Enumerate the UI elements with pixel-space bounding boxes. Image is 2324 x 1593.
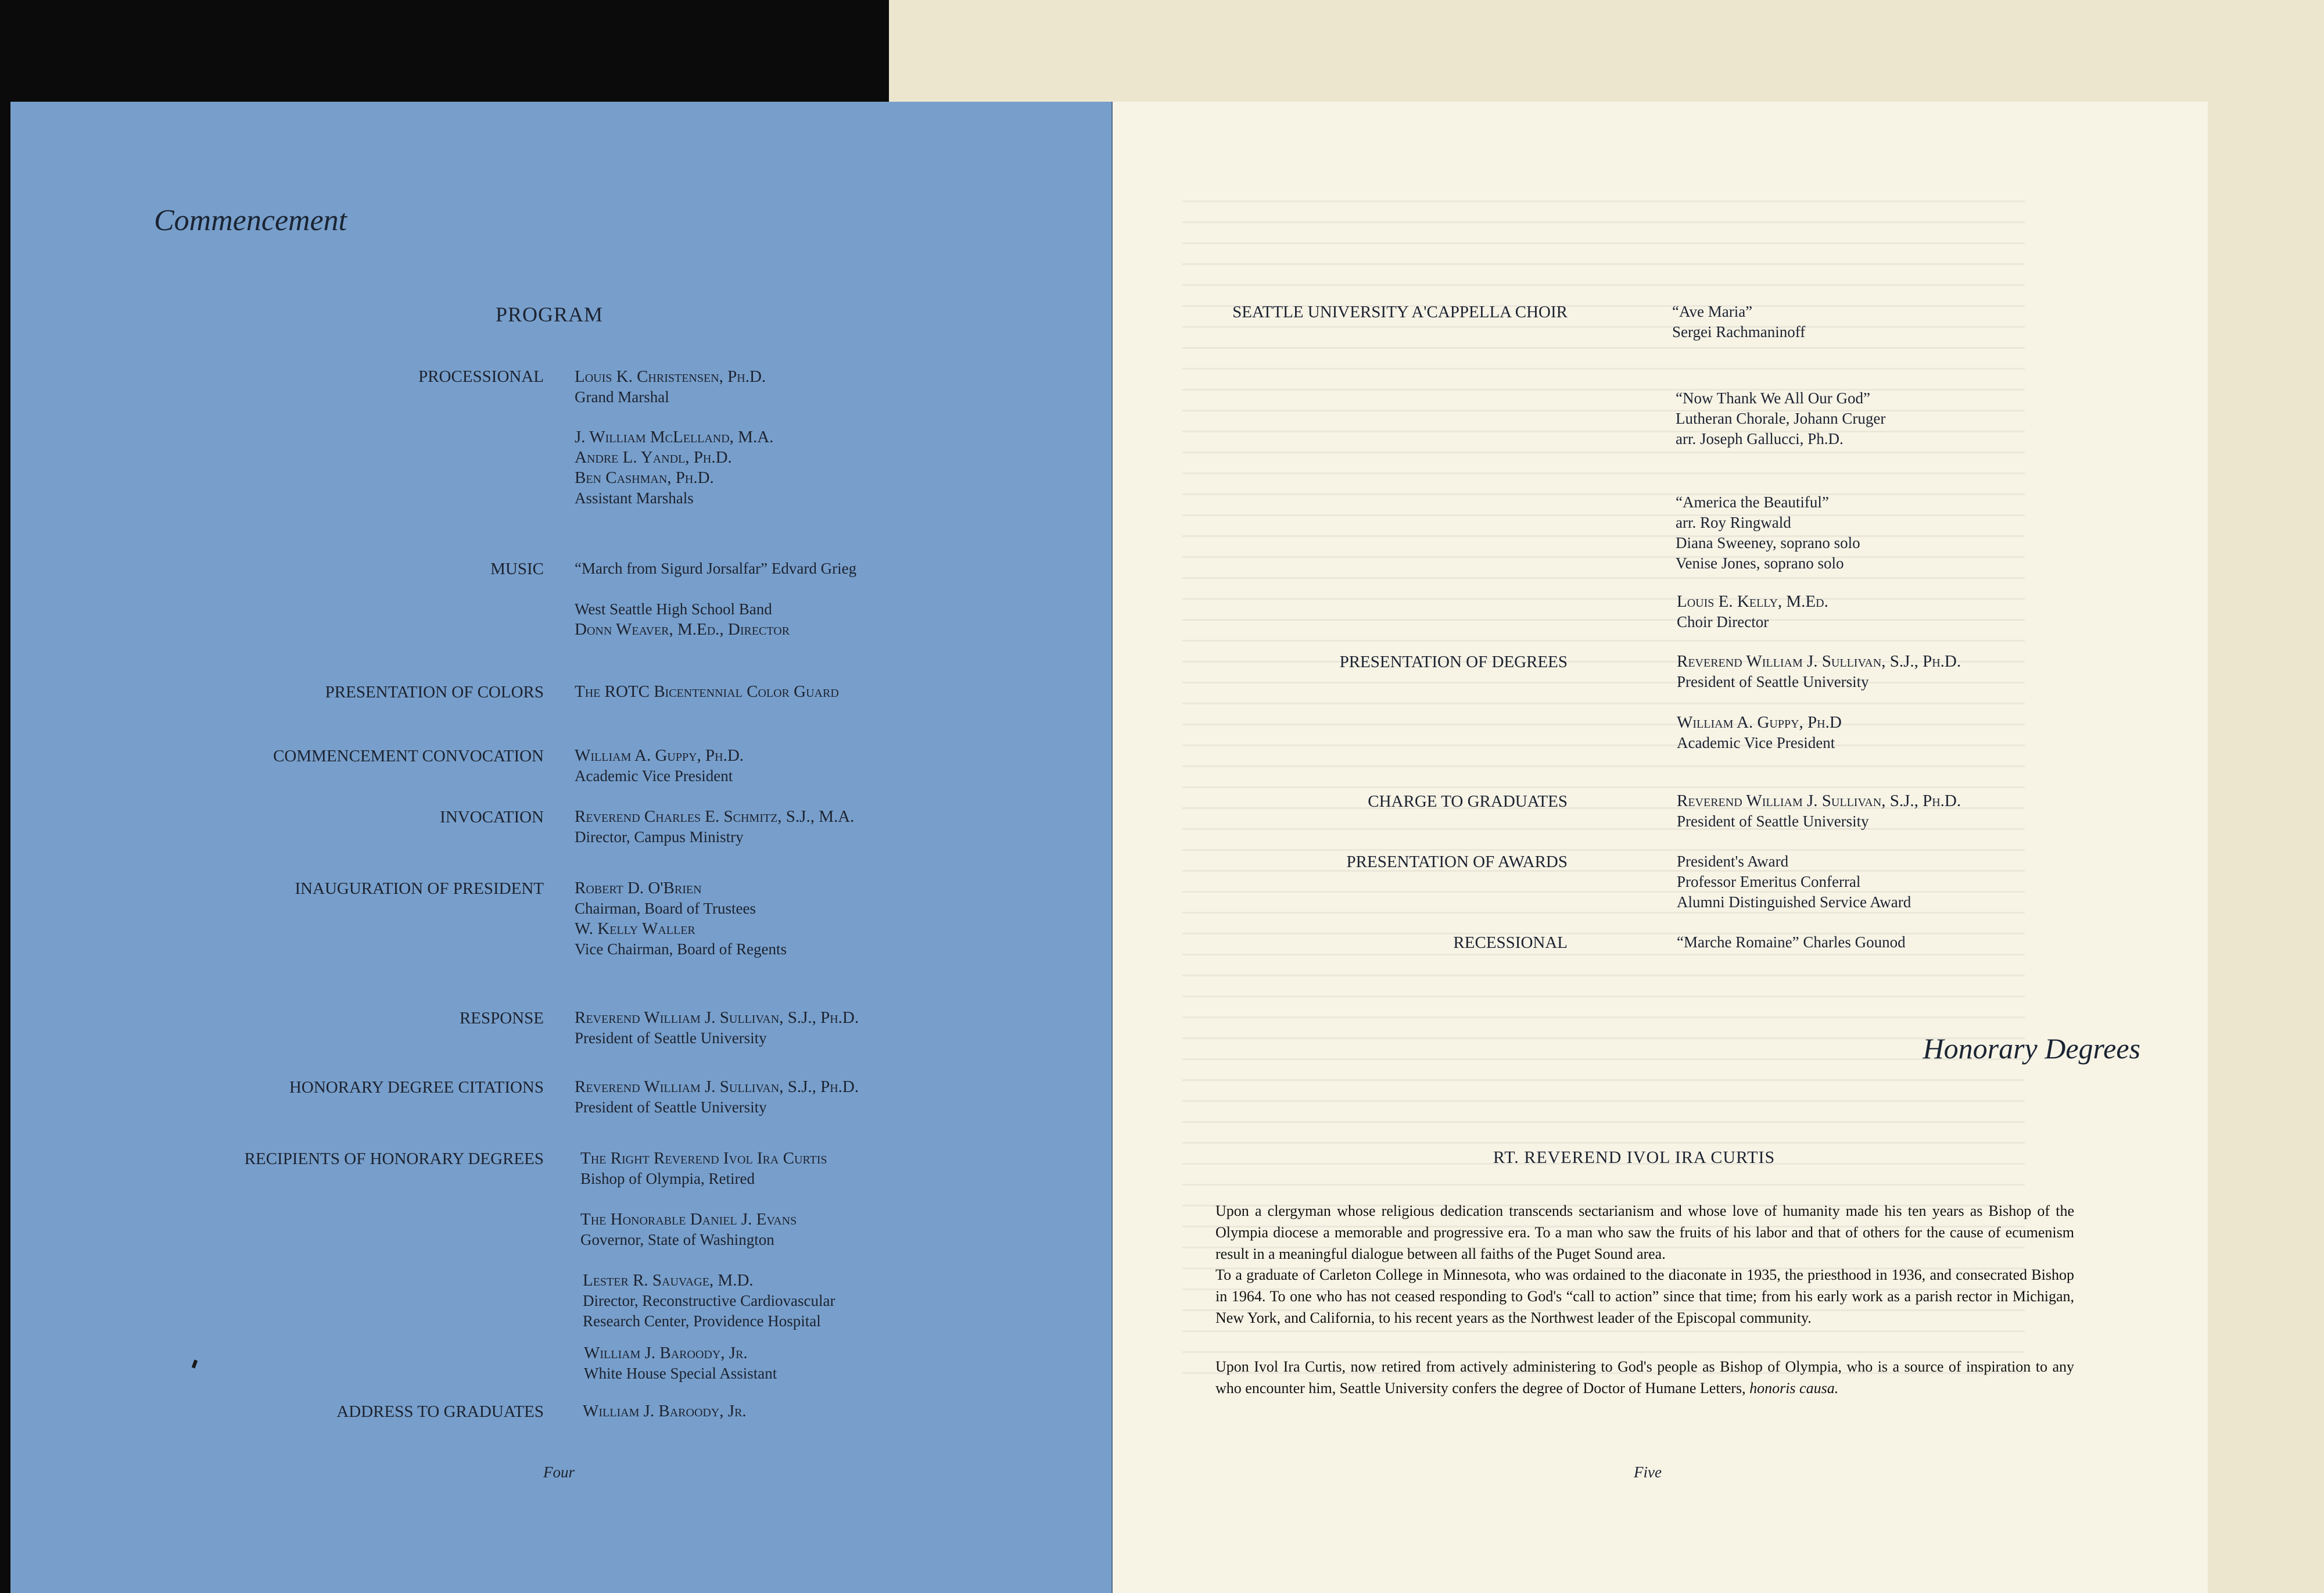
item-label-music: MUSIC — [490, 560, 544, 578]
citation-paragraph-3-text: Upon Ivol Ira Curtis, now retired from actively administering to God's people as Bishop of Olympia, who is a source of inspiration to any who encounter him, Seattle University confers the degree of Doctor of Humane Letters, — [1215, 1358, 2074, 1397]
entry-awards — [1677, 851, 1911, 912]
entry-name: Ben Cashman, Ph.D. — [575, 468, 714, 487]
entry-recessional — [1677, 932, 1906, 953]
item-label-response: RESPONSE — [459, 1009, 544, 1028]
entry-name: Robert D. O'Brien — [575, 879, 702, 897]
citation-paragraph-3 — [1215, 1356, 2074, 1399]
entry-name: William A. Guppy, Ph.D. — [575, 746, 744, 765]
citation-paragraph-2: To a graduate of Carleton College in Minnesota, who was ordained to the diaconate in 1935, the priesthood in 1936, and consecrated Bishop in 1964. To one who has not ceased responding to God's “call to action” since that time; from his early work as a parish rector in Michigan, New York, and California, to his recent years as the Northwest leader of the Episcopal community. — [1215, 1266, 2074, 1326]
item-label-processional: PROCESSIONAL — [418, 367, 544, 386]
entry-line: Professor Emeritus Conferral — [1677, 873, 1861, 890]
item-label-recessional: RECESSIONAL — [1453, 933, 1568, 952]
entry-line: “America the Beautiful” — [1676, 493, 1829, 511]
entry-line: arr. Joseph Gallucci, Ph.D. — [1676, 430, 1844, 448]
entry-recipient-baroody — [584, 1343, 777, 1384]
entry-line: “Ave Maria” — [1672, 303, 1753, 320]
entry-role: Assistant Marshals — [575, 489, 694, 507]
item-label-recipients-of-honorary-degrees: RECIPIENTS OF HONORARY DEGREES — [244, 1150, 544, 1168]
entry-name: Andre L. Yandl, Ph.D. — [575, 448, 732, 467]
entry-name: The Right Reverend Ivol Ira Curtis — [580, 1149, 827, 1168]
entry-name: The Honorable Daniel J. Evans — [580, 1210, 797, 1229]
item-label-presentation-of-degrees: PRESENTATION OF DEGREES — [1339, 653, 1568, 671]
item-label-inauguration-of-president: INAUGURATION OF PRESIDENT — [295, 879, 544, 898]
entry-america-the-beautiful — [1676, 492, 1860, 574]
item-label-address-to-graduates: ADDRESS TO GRADUATES — [336, 1402, 544, 1421]
entry-color-guard — [575, 682, 839, 702]
entry-citations — [575, 1077, 859, 1118]
entry-recipient-curtis — [580, 1148, 827, 1189]
entry-address — [583, 1401, 747, 1422]
entry-line: Sergei Rachmaninoff — [1672, 323, 1806, 341]
entry-name: West Seattle High School Band — [575, 600, 772, 618]
entry-role: President of Seattle University — [575, 1098, 767, 1116]
entry-regents — [575, 919, 787, 960]
entry-music-piece — [575, 559, 856, 579]
entry-name: J. William McLelland, M.A. — [575, 428, 774, 446]
entry-role-line2: Research Center, Providence Hospital — [583, 1312, 821, 1330]
recipient-heading: RT. REVEREND IVOL IRA CURTIS — [1493, 1148, 1776, 1167]
entry-degrees-president — [1677, 651, 1961, 692]
item-label-commencement-convocation: COMMENCEMENT CONVOCATION — [273, 747, 544, 765]
entry-name: Louis K. Christensen, Ph.D. — [575, 367, 766, 386]
entry-name: Reverend William J. Sullivan, S.J., Ph.D. — [1677, 652, 1961, 671]
entry-role: President of Seattle University — [1677, 812, 1869, 830]
program-heading: PROGRAM — [496, 303, 604, 326]
entry-role: Academic Vice President — [1677, 734, 1835, 751]
entry-line: Lutheran Chorale, Johann Cruger — [1676, 410, 1886, 427]
page-number-four: Four — [543, 1463, 575, 1481]
entry-recipient-sauvage — [583, 1270, 835, 1331]
entry-name: William J. Baroody, Jr. — [584, 1344, 748, 1362]
citation-paragraph-1: Upon a clergyman whose religious dedication transcends sectarianism and whose love of humanity made his ten years as Bishop of the Olympia diocese a memorable and progressive era. To a man who saw the fruits of his labor and that of others for the cause of ecumenism result in a meaningful dialogue between all faiths of the Puget Sound area. — [1215, 1202, 2074, 1262]
entry-line: Venise Jones, soprano solo — [1676, 554, 1844, 572]
entry-name: W. Kelly Waller — [575, 919, 695, 938]
entry-trustees — [575, 878, 756, 919]
entry-name: Lester R. Sauvage, M.D. — [583, 1271, 754, 1290]
entry-line: “Marche Romaine” Charles Gounod — [1677, 933, 1906, 951]
item-label-invocation: INVOCATION — [440, 808, 544, 826]
honorary-degrees-title: Honorary Degrees — [1923, 1032, 2140, 1065]
item-label-choir: SEATTLE UNIVERSITY A'CAPPELLA CHOIR — [1232, 303, 1568, 321]
entry-now-thank-we — [1676, 388, 1885, 449]
entry-role: President of Seattle University — [1677, 673, 1869, 690]
entry-role: President of Seattle University — [575, 1029, 767, 1047]
entry-degrees-vice-president — [1677, 713, 1842, 753]
entry-choir-director — [1677, 592, 1828, 632]
entry-grand-marshal — [575, 367, 766, 407]
entry-role: Grand Marshal — [575, 388, 669, 406]
item-label-honorary-degree-citations: HONORARY DEGREE CITATIONS — [289, 1078, 544, 1097]
entry-recipient-evans — [580, 1209, 797, 1250]
entry-name: Reverend William J. Sullivan, S.J., Ph.D. — [575, 1077, 859, 1096]
entry-name: Louis E. Kelly, M.Ed. — [1677, 592, 1828, 611]
left-page — [10, 102, 1111, 1593]
entry-name: William A. Guppy, Ph.D — [1677, 713, 1842, 732]
entry-charge — [1677, 791, 1961, 832]
entry-line: Alumni Distinguished Service Award — [1677, 893, 1911, 911]
entry-ave-maria — [1672, 302, 1805, 342]
page-number-five: Five — [1634, 1463, 1662, 1481]
entry-name: Reverend William J. Sullivan, S.J., Ph.D. — [1677, 792, 1961, 810]
entry-assistant-marshals — [575, 427, 773, 509]
entry-role: White House Special Assistant — [584, 1365, 777, 1382]
entry-name: William J. Baroody, Jr. — [583, 1402, 747, 1420]
entry-name: Reverend William J. Sullivan, S.J., Ph.D. — [575, 1008, 859, 1027]
entry-role: Bishop of Olympia, Retired — [580, 1170, 755, 1187]
entry-role: Chairman, Board of Trustees — [575, 900, 756, 917]
entry-role: Director, Reconstructive Cardiovascular — [583, 1292, 835, 1309]
item-label-charge-to-graduates: CHARGE TO GRADUATES — [1368, 792, 1568, 811]
entry-name: The ROTC Bicentennial Color Guard — [575, 682, 839, 701]
entry-role: Choir Director — [1677, 613, 1769, 631]
entry-role: Governor, State of Washington — [580, 1231, 774, 1248]
entry-name: “March from Sigurd Jorsalfar” Edvard Grieg — [575, 560, 857, 577]
entry-role: Donn Weaver, M.Ed., Director — [575, 620, 790, 639]
entry-convocation — [575, 746, 744, 786]
item-label-presentation-of-colors: PRESENTATION OF COLORS — [325, 683, 544, 701]
entry-role: Vice Chairman, Board of Regents — [575, 940, 787, 958]
citation-latin-phrase: honoris causa. — [1749, 1380, 1839, 1397]
entry-line: “Now Thank We All Our God” — [1676, 389, 1871, 407]
entry-response — [575, 1008, 859, 1048]
entry-line: President's Award — [1677, 853, 1789, 870]
section-title: Commencement — [154, 204, 347, 237]
entry-line: arr. Roy Ringwald — [1676, 514, 1791, 531]
ink-mark — [192, 1359, 198, 1368]
entry-line: Diana Sweeney, soprano solo — [1676, 534, 1860, 552]
entry-name: Reverend Charles E. Schmitz, S.J., M.A. — [575, 807, 855, 826]
right-page — [1111, 102, 2208, 1593]
entry-invocation — [575, 807, 854, 847]
entry-role: Academic Vice President — [575, 767, 733, 785]
entry-band — [575, 599, 790, 640]
item-label-presentation-of-awards: PRESENTATION OF AWARDS — [1346, 853, 1568, 871]
entry-role: Director, Campus Ministry — [575, 828, 744, 846]
